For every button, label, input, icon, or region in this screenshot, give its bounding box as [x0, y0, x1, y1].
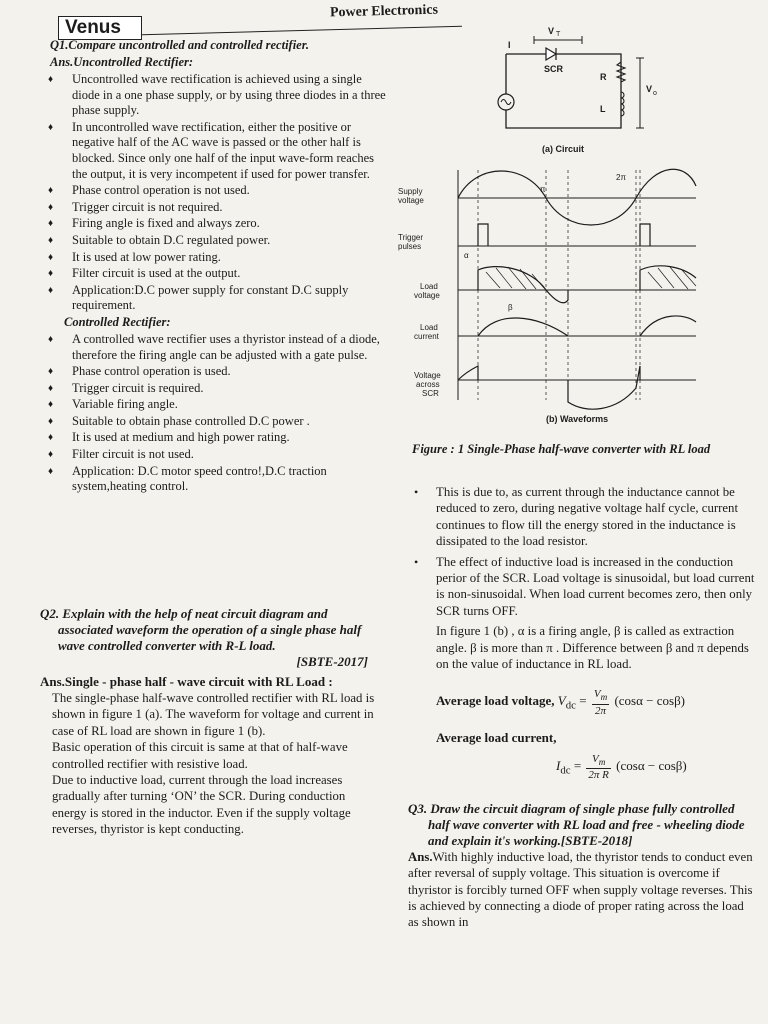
figure-1-diagram: [396, 10, 762, 430]
vt-sub: T: [556, 31, 561, 38]
avg-voltage-formula: Average load voltage, $V_{dc}$ = $\frac{V_m}{2\pi}$ (cosα − cosβ): [436, 688, 686, 717]
supply-label: voltage: [398, 196, 424, 205]
load-current-label: current: [414, 332, 439, 341]
list-item: ♦ A controlled wave rectifier uses a thyristor instead of a diode, therefore the firing angle can be adjusted with a gate pulse.: [40, 332, 388, 363]
list-item: ♦ It is used at medium and high power rating.: [40, 430, 388, 446]
fraction-denominator: 2π R: [588, 768, 609, 781]
formula-sub: dc: [560, 764, 571, 777]
list-item: ♦ Suitable to obtain D.C regulated power.: [40, 233, 388, 249]
controlled-list: [40, 332, 388, 495]
circuit-caption: (a) Circuit: [542, 144, 585, 154]
trigger-label: Trigger: [398, 233, 424, 242]
fraction-denominator: 2π: [595, 704, 607, 717]
avg-voltage-label: Average load voltage,: [436, 693, 555, 709]
formula-fraction: [592, 688, 609, 716]
supply-label: Supply: [398, 187, 423, 196]
q1-section: [40, 38, 388, 496]
list-item: ♦ In uncontrolled wave rectification, either the positive or negative half of the AC wave is passed or the other half is blocked. Since only one half of the input wave-form reaches the output, it is very incompetent if used for power transfer.: [40, 120, 388, 182]
load-voltage-label: Load: [420, 282, 438, 291]
list-item: ♦ It is used at low power rating.: [40, 250, 388, 266]
list-item: ♦ Trigger circuit is not required.: [40, 200, 388, 216]
list-item: ♦ Application: D.C motor speed contro!,D.C traction system,heating control.: [40, 464, 388, 495]
pi-label: π: [540, 185, 546, 194]
waveforms-caption: (b) Waveforms: [546, 414, 609, 424]
fraction-numerator: $V_m$: [586, 753, 610, 769]
list-item: ♦ Phase control operation is not used.: [40, 183, 388, 199]
r-label: R: [600, 72, 607, 82]
trigger-label: pulses: [398, 242, 422, 251]
formula-lhs: V: [557, 693, 566, 709]
right-column: [408, 484, 756, 931]
l-label: L: [600, 104, 606, 114]
vscr-label: across: [416, 380, 440, 389]
scr-label: SCR: [544, 64, 564, 74]
avg-current-formula: Average load current, $I_{dc}$ = $\frac{V_m}{\text{2π R}}$ (cosα − cosβ): [436, 729, 687, 781]
extraction-paragraph: In figure 1 (b) , α is a firing angle, β is called as extraction angle. β is more than π . Difference between β and π depends on the value of inductance in RL load.: [436, 624, 749, 672]
alpha-label: α: [464, 251, 469, 260]
q2-paragraph: Due to inductive load, current through the load increases gradually after turning ‘ON’ the SCR. During conduction energy is stored in the inductor. Even if the supply voltage reverses, thyristor is kept conducting.: [52, 773, 351, 837]
figure-caption: Figure : 1 Single-Phase half-wave converter with RL load: [412, 442, 711, 456]
fraction-numerator: $V_m$: [593, 688, 608, 703]
uncontrolled-list: [40, 72, 388, 314]
q2-section: [40, 606, 380, 838]
vscr-label: Voltage: [414, 371, 441, 380]
list-item: ♦ Filter circuit is used at the output.: [40, 266, 388, 282]
avg-current-label: Average load current,: [436, 729, 557, 745]
list-item: ♦ Trigger circuit is required.: [40, 381, 388, 397]
list-item: ♦ Firing angle is fixed and always zero.: [40, 216, 388, 232]
list-item: ♦ Application:D.C power supply for constant D.C supply requirement.: [40, 283, 388, 314]
q2-paragraph: The single-phase half-wave controlled rectifier with RL load is shown in figure 1 (a). The waveform for voltage and current in case of RL load are shown in figure 1 (b).: [52, 691, 375, 738]
q2-paragraph: Basic operation of this circuit is same at that of half-wave controlled rectifier with resistive load.: [52, 740, 348, 771]
vscr-label: SCR: [422, 389, 439, 398]
formula-rhs: (cosα − cosβ): [616, 757, 687, 773]
vt-label: V: [548, 26, 555, 36]
brand-box: Venus: [58, 16, 142, 40]
formula-fraction: [586, 753, 610, 781]
q1-title: Q1.Compare uncontrolled and controlled rectifier.: [50, 38, 310, 52]
vo-sub: o: [653, 90, 657, 97]
list-item: ♦ Suitable to obtain phase controlled D.C power .: [40, 414, 388, 430]
formula-sub: dc: [565, 700, 576, 713]
two-pi-label: 2π: [616, 173, 626, 182]
right-points: [408, 484, 756, 619]
load-voltage-label: voltage: [414, 291, 440, 300]
q3-answer-label: Ans.: [408, 849, 433, 864]
list-item: ♦ Uncontrolled wave rectification is achieved using a single diode in a one phase supply, or by using three diodes in a three phase supply.: [40, 72, 388, 119]
beta-label: β: [508, 303, 513, 312]
vo-label: V: [646, 84, 653, 94]
formula-rhs: (cosα − cosβ): [614, 693, 686, 709]
list-item: ♦ Variable firing angle.: [40, 397, 388, 413]
controlled-label: Controlled Rectifier:: [64, 314, 171, 329]
q3-answer: [408, 849, 756, 931]
q3-answer-text: With highly inductive load, the thyristor tends to conduct even after reversal of supply voltage. This situation is overcome if thyristor is forcibly turned OFF when supply voltage reverses. This is achieved by connecting a diode of proper rating across the load as shown in: [408, 849, 753, 930]
current-label: I: [508, 40, 511, 50]
q2-answer-label: Ans.Single - phase half - wave circuit with RL Load :: [40, 674, 333, 689]
q2-title: Q2. Explain with the help of neat circuit diagram and associated waveform the operation of a single phase half wave controlled converter with R-L load.: [40, 606, 362, 653]
circuit-diagram: [498, 26, 657, 154]
list-item: • This is due to, as current through the inductance cannot be reduced to zero, during negative voltage half cycle, current continues to flow till the energy stored in the inductance is dissipated to the load resistor.: [408, 484, 756, 550]
list-item: ♦ Phase control operation is used.: [40, 364, 388, 380]
list-item: ♦ Filter circuit is not used.: [40, 447, 388, 463]
load-current-label: Load: [420, 323, 438, 332]
q2-reference: [SBTE-2017]: [296, 654, 368, 669]
q1-answer-label: Ans.Uncontrolled Rectifier:: [50, 55, 194, 69]
subject-title: Power Electronics: [329, 2, 439, 21]
list-item: • The effect of inductive load is increased in the conduction perior of the SCR. Load voltage is sinusoidal, but load current is non-sinusoidal. When load current becomes zero, then only SCR turns OFF.: [408, 554, 756, 620]
waveform-diagram: [398, 169, 696, 424]
formula-lhs: I: [556, 757, 561, 773]
q3-title: Q3. Draw the circuit diagram of single phase fully controlled half wave converter with RL load and free - wheeling diode and explain it's working.[SBTE-2018]: [408, 800, 745, 848]
